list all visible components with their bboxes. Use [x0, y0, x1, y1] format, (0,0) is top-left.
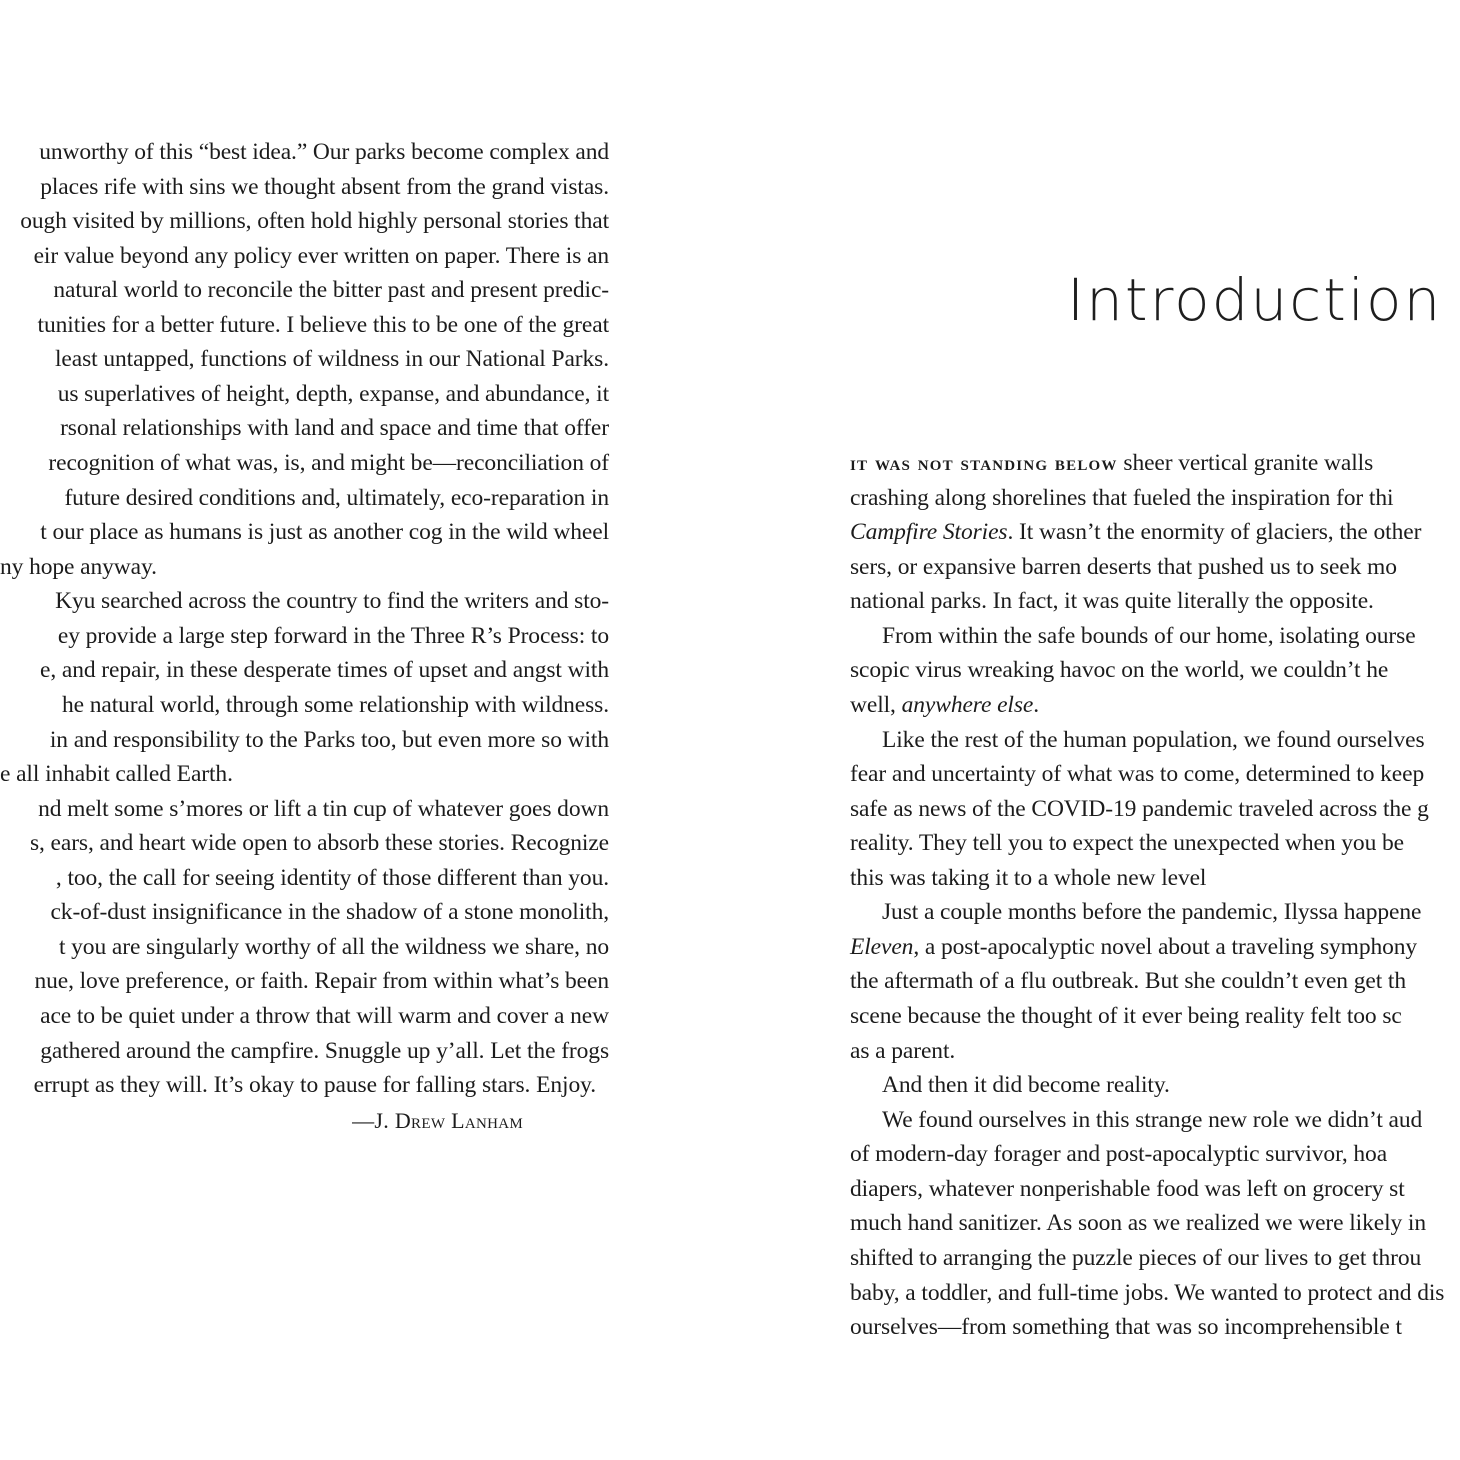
right-text-line: of modern-day forager and post-apocalyptic survivor, hoa: [850, 1141, 1388, 1167]
right-text-line: [850, 517, 1421, 547]
left-text-line: s, ears, and heart wide open to absorb these stories. Recognize: [29, 830, 609, 856]
right-text-line: [850, 690, 1039, 720]
right-text-line: reality. They tell you to expect the unexpected when you be: [850, 830, 1404, 856]
left-text-line: he natural world, through some relationship with wildness.: [61, 692, 609, 718]
right-text-line: From within the safe bounds of our home, isolating ourse: [882, 623, 1416, 649]
text-span: .: [1033, 692, 1040, 718]
left-text-line: us superlatives of height, depth, expanse, and abundance, it: [57, 381, 609, 407]
left-text-line: recognition of what was, is, and might be—reconciliation of: [48, 450, 609, 476]
right-text-line: sers, or expansive barren deserts that pushed us to seek mo: [850, 554, 1397, 580]
left-text-line: t our place as humans is just as another cog in the wild wheel: [40, 519, 609, 545]
right-text-line: scopic virus wreaking havoc on the world, we couldn’t he: [850, 657, 1389, 683]
author-signature: [352, 1106, 523, 1136]
italic-phrase: anywhere else: [901, 692, 1034, 718]
chapter-title: Introduction: [1067, 266, 1443, 334]
left-text-line: , too, the call for seeing identity of those different than you.: [55, 865, 609, 891]
left-text-line: unworthy of this “best idea.” Our parks become complex and: [39, 139, 609, 165]
text-span: well,: [850, 692, 902, 718]
right-text-line: safe as news of the COVID-19 pandemic traveled across the g: [850, 796, 1429, 822]
right-text-line: baby, a toddler, and full-time jobs. We wanted to protect and dis: [850, 1280, 1445, 1306]
right-text-line: scene because the thought of it ever being reality felt too sc: [850, 1003, 1402, 1029]
lead-in-smallcaps: it was not standing below: [850, 450, 1118, 475]
text-span: sheer vertical granite walls: [1117, 450, 1374, 476]
right-text-line: national parks. In fact, it was quite literally the opposite.: [850, 588, 1374, 614]
left-text-line: eir value beyond any policy ever written on paper. There is an: [33, 243, 609, 269]
left-text-line: tunities for a better future. I believe this to be one of the great: [37, 312, 609, 338]
left-text-line: nd melt some s’mores or lift a tin cup of whatever goes down: [38, 796, 609, 822]
left-text-line: future desired conditions and, ultimately, eco-reparation in: [64, 485, 609, 511]
right-text-line: ourselves—from something that was so incomprehensible t: [850, 1314, 1402, 1340]
left-text-line: t you are singularly worthy of all the wildness we share, no: [58, 934, 609, 960]
left-text-line: ny hope anyway.: [0, 554, 157, 580]
left-text-line: Kyu searched across the country to find the writers and sto-: [55, 588, 609, 614]
left-text-line: ck-of-dust insignificance in the shadow of a stone monolith,: [50, 899, 609, 925]
left-text-line: ace to be quiet under a throw that will warm and cover a new: [40, 1003, 609, 1029]
right-text-line: Like the rest of the human population, we found ourselves: [882, 727, 1425, 753]
left-text-line: gathered around the campfire. Snuggle up y’all. Let the frogs: [40, 1038, 609, 1064]
right-text-line: crashing along shorelines that fueled the inspiration for thi: [850, 485, 1394, 511]
left-text-line: least untapped, functions of wildness in our National Parks.: [55, 346, 609, 372]
book-title-italic: Campfire Stories: [850, 519, 1008, 545]
right-text-line: Just a couple months before the pandemic, Ilyssa happene: [882, 899, 1422, 925]
left-text-line: rsonal relationships with land and space and time that offer: [60, 415, 609, 441]
left-text-line: nue, love preference, or faith. Repair from within what’s been: [34, 968, 609, 994]
right-text-line: shifted to arranging the puzzle pieces of our lives to get throu: [850, 1245, 1422, 1271]
right-text-line: diapers, whatever nonperishable food was left on grocery st: [850, 1176, 1405, 1202]
left-text-line: e all inhabit called Earth.: [0, 761, 233, 787]
right-text-line: the aftermath of a flu outbreak. But she couldn’t even get th: [850, 968, 1406, 994]
left-text-line: e, and repair, in these desperate times of upset and angst with: [40, 657, 609, 683]
left-text-line: natural world to reconcile the bitter past and present predic-: [53, 277, 609, 303]
left-text-line: places rife with sins we thought absent from the grand vistas.: [40, 174, 609, 200]
left-text-line: ey provide a large step forward in the Three R’s Process: to: [57, 623, 609, 649]
signature-dash: —: [352, 1108, 375, 1133]
right-text-line: as a parent.: [850, 1038, 956, 1064]
right-page: [730, 0, 1460, 1460]
left-text-line: in and responsibility to the Parks too, but even more so with: [49, 727, 609, 753]
right-text-line: We found ourselves in this strange new role we didn’t aud: [882, 1107, 1423, 1133]
right-text-line: fear and uncertainty of what was to come, determined to keep: [850, 761, 1425, 787]
left-text-line: errupt as they will. It’s okay to pause for falling stars. Enjoy.: [33, 1072, 596, 1098]
text-span: . It wasn’t the enormity of glaciers, the other: [1007, 519, 1422, 545]
right-text-line: much hand sanitizer. As soon as we realized we were likely in: [850, 1210, 1426, 1236]
right-text-line: [850, 448, 1373, 478]
right-text-line: [850, 932, 1417, 962]
text-span: , a post-apocalyptic novel about a traveling symphony: [913, 934, 1418, 960]
book-title-italic: Eleven: [850, 934, 914, 960]
right-text-line: this was taking it to a whole new level: [850, 865, 1207, 891]
signature-name: J. Drew Lanham: [374, 1108, 523, 1133]
right-text-line: And then it did become reality.: [882, 1072, 1170, 1098]
left-text-line: ough visited by millions, often hold highly personal stories that: [20, 208, 609, 234]
